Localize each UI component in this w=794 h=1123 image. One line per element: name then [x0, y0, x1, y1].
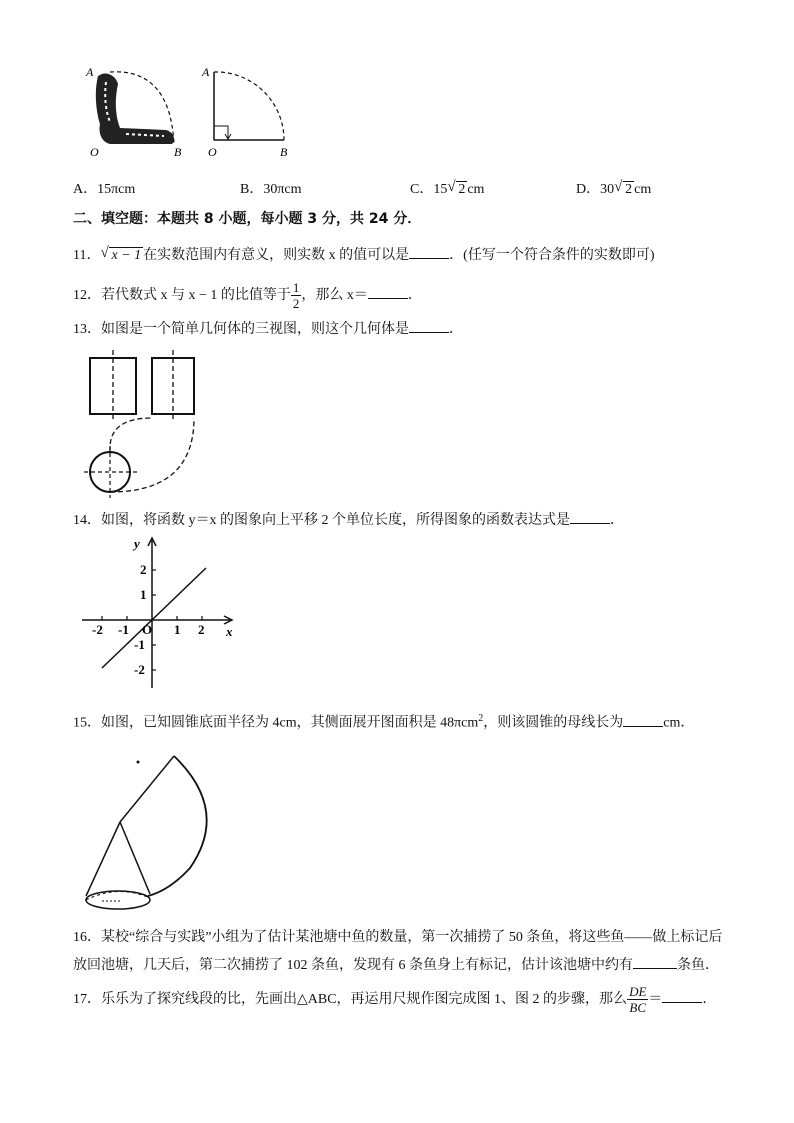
label-b-left: B: [174, 145, 182, 159]
tick-x-neg2: -2: [92, 622, 103, 637]
answer-blank[interactable]: [570, 509, 610, 524]
choice-d-prefix: D．30: [576, 182, 615, 197]
three-view-figure: [80, 348, 210, 498]
question-13: 13．如图是一个简单几何体的三视图，则这个几何体是 ．: [73, 318, 463, 340]
fraction: $\frac{DE}{BC}$: [629, 984, 647, 1016]
tick-x-1: 1: [174, 622, 181, 637]
tick-y-neg2: -2: [134, 662, 145, 677]
sqrt-symbol: √ x − 1: [100, 245, 142, 263]
choice-d: D．30 √ 2 cm: [576, 179, 652, 197]
sqrt-symbol: √ 2: [447, 179, 466, 197]
answer-blank[interactable]: [662, 988, 702, 1003]
sqrt-symbol: √ 2: [614, 179, 633, 197]
tick-y-1: 1: [140, 587, 147, 602]
cone-figure: [80, 750, 220, 920]
top-view: [90, 452, 130, 492]
tick-y-neg1: -1: [134, 637, 145, 652]
question-14: 14．如图，将函数 y＝x 的图象向上平移 2 个单位长度，所得图象的函数表达式是 ．: [73, 509, 624, 531]
tick-x-neg1: -1: [118, 622, 129, 637]
tick-y-2: 2: [140, 562, 147, 577]
choice-c-prefix: C．15: [410, 182, 448, 197]
axis-label-y: y: [134, 536, 140, 551]
cone-base: [86, 891, 150, 909]
question-12: 12．若代数式 x 与 x − 1 的比值等于 $\frac{1}{2}$ ，那么 x＝ ．: [73, 280, 422, 312]
answer-blank[interactable]: [409, 244, 449, 259]
question-11: 11． √ x − 1 在实数范围内有意义，则实数 x 的值可以是 ．(任写一个符合条件的实数即可): [73, 244, 654, 266]
fraction: $\frac{1}{2}$: [292, 280, 300, 312]
answer-blank[interactable]: [368, 284, 408, 299]
answer-blank[interactable]: [633, 954, 677, 969]
question-16-line1: 16．某校“综合与实践”小组为了估计某池塘中鱼的数量，第一次捕捞了 50 条鱼，将这些鱼——做上标记后: [73, 930, 723, 945]
question-15: 15．如图，已知圆锥底面半径为 4cm，其侧面展开图面积是 48πcm$^2$，则该圆锥的母线长为 cm．: [73, 713, 695, 731]
question-16-line2: 放回池塘，几天后，第二次捕捞了 102 条鱼，发现有 6 条鱼身上有标记，估计该池塘中约有 条鱼．: [73, 954, 719, 976]
label-o-right: O: [208, 145, 217, 159]
label-b-right: B: [280, 145, 288, 159]
section-heading: 二、填空题：本题共 8 小题，每小题 3 分，共 24 分．: [73, 211, 422, 227]
label-a-right: A: [202, 65, 210, 79]
choice-c: C．15 √ 2 cm: [410, 179, 485, 197]
quarter-circle-schematic: [214, 72, 284, 140]
bark-illustration: [96, 72, 174, 144]
axis-label-x: x: [226, 624, 233, 639]
label-o-left: O: [90, 145, 99, 159]
choice-b: B．30πcm: [240, 182, 302, 197]
coordinate-graph: [78, 534, 248, 694]
graph-line: [102, 568, 206, 668]
origin-label: O: [142, 622, 153, 637]
tick-x-2: 2: [198, 622, 205, 637]
question-17: 17．乐乐为了探究线段的比，先画出△ABC，再运用尺规作图完成图 1、图 2 的步骤，那么 $\frac{DE}{BC}$ ＝ ．: [73, 984, 717, 1016]
answer-blank[interactable]: [409, 318, 449, 333]
label-a-left: A: [86, 65, 94, 79]
q10-figure: [80, 62, 300, 162]
choice-a: A．15πcm: [73, 182, 136, 197]
answer-blank[interactable]: [623, 712, 663, 727]
